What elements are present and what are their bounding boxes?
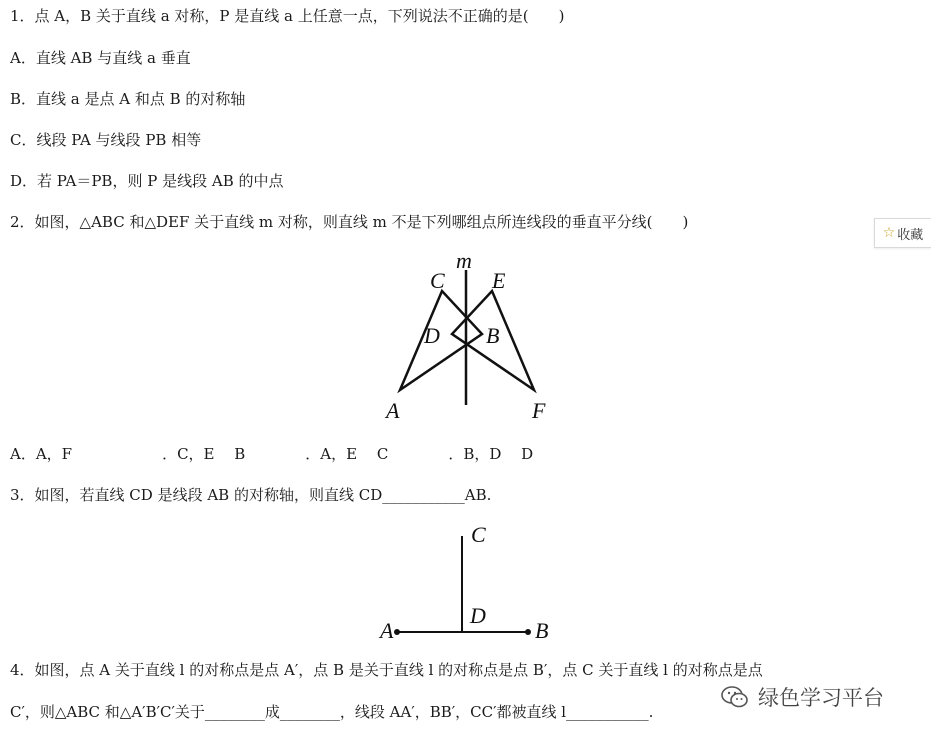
- q2-figure: [380, 250, 560, 425]
- label-c: C: [430, 268, 445, 293]
- label-m: m: [456, 250, 472, 273]
- wechat-icon: [720, 684, 750, 710]
- point-b: [525, 629, 531, 635]
- label-f: F: [532, 398, 546, 423]
- q1-option-c: C．线段 PA 与线段 PB 相等: [10, 131, 202, 149]
- label-b: B: [486, 323, 500, 348]
- point-a: [394, 629, 400, 635]
- label-a: A: [380, 618, 394, 643]
- label-a: A: [386, 398, 400, 423]
- q2-options: A．A，F ．C，E B ．A，E C ．B，D D: [10, 445, 534, 463]
- label-c: C: [471, 522, 486, 547]
- favorite-label: 收藏: [897, 227, 924, 243]
- favorite-button[interactable]: [874, 218, 931, 248]
- watermark-text: 绿色学习平台: [758, 686, 884, 710]
- q4-line-1: 4．如图，点 A 关于直线 l 的对称点是点 A′，点 B 是关于直线 l 的对称点是点 B′，点 C 关于直线 l 的对称点是点: [10, 661, 763, 679]
- label-d: D: [424, 323, 440, 348]
- q1-option-b: B．直线 a 是点 A 和点 B 的对称轴: [10, 90, 246, 108]
- q4-line-2: C′，则△ABC 和△A′B′C′关于________成________，线段 AA′，BB′，CC′都被直线 l___________.: [10, 703, 654, 721]
- q3-stem: 3．如图，若直线 CD 是线段 AB 的对称轴，则直线 CD___________AB.: [10, 486, 492, 504]
- triangle-abc: [400, 291, 482, 390]
- watermark: [720, 682, 884, 712]
- q2-stem: 2．如图，△ABC 和△DEF 关于直线 m 对称，则直线 m 不是下列哪组点所连线段的垂直平分线( ): [10, 213, 689, 231]
- label-e: E: [492, 268, 506, 293]
- label-d: D: [470, 603, 486, 628]
- star-icon: ☆: [882, 225, 896, 241]
- q1-stem: 1．点 A，B 关于直线 a 对称，P 是直线 a 上任意一点，下列说法不正确的是( ): [10, 7, 565, 25]
- label-b: B: [535, 618, 549, 643]
- q1-option-d: D．若 PA＝PB，则 P 是线段 AB 的中点: [10, 172, 284, 190]
- q3-figure: [375, 520, 575, 650]
- q1-option-a: A．直线 AB 与直线 a 垂直: [10, 49, 191, 67]
